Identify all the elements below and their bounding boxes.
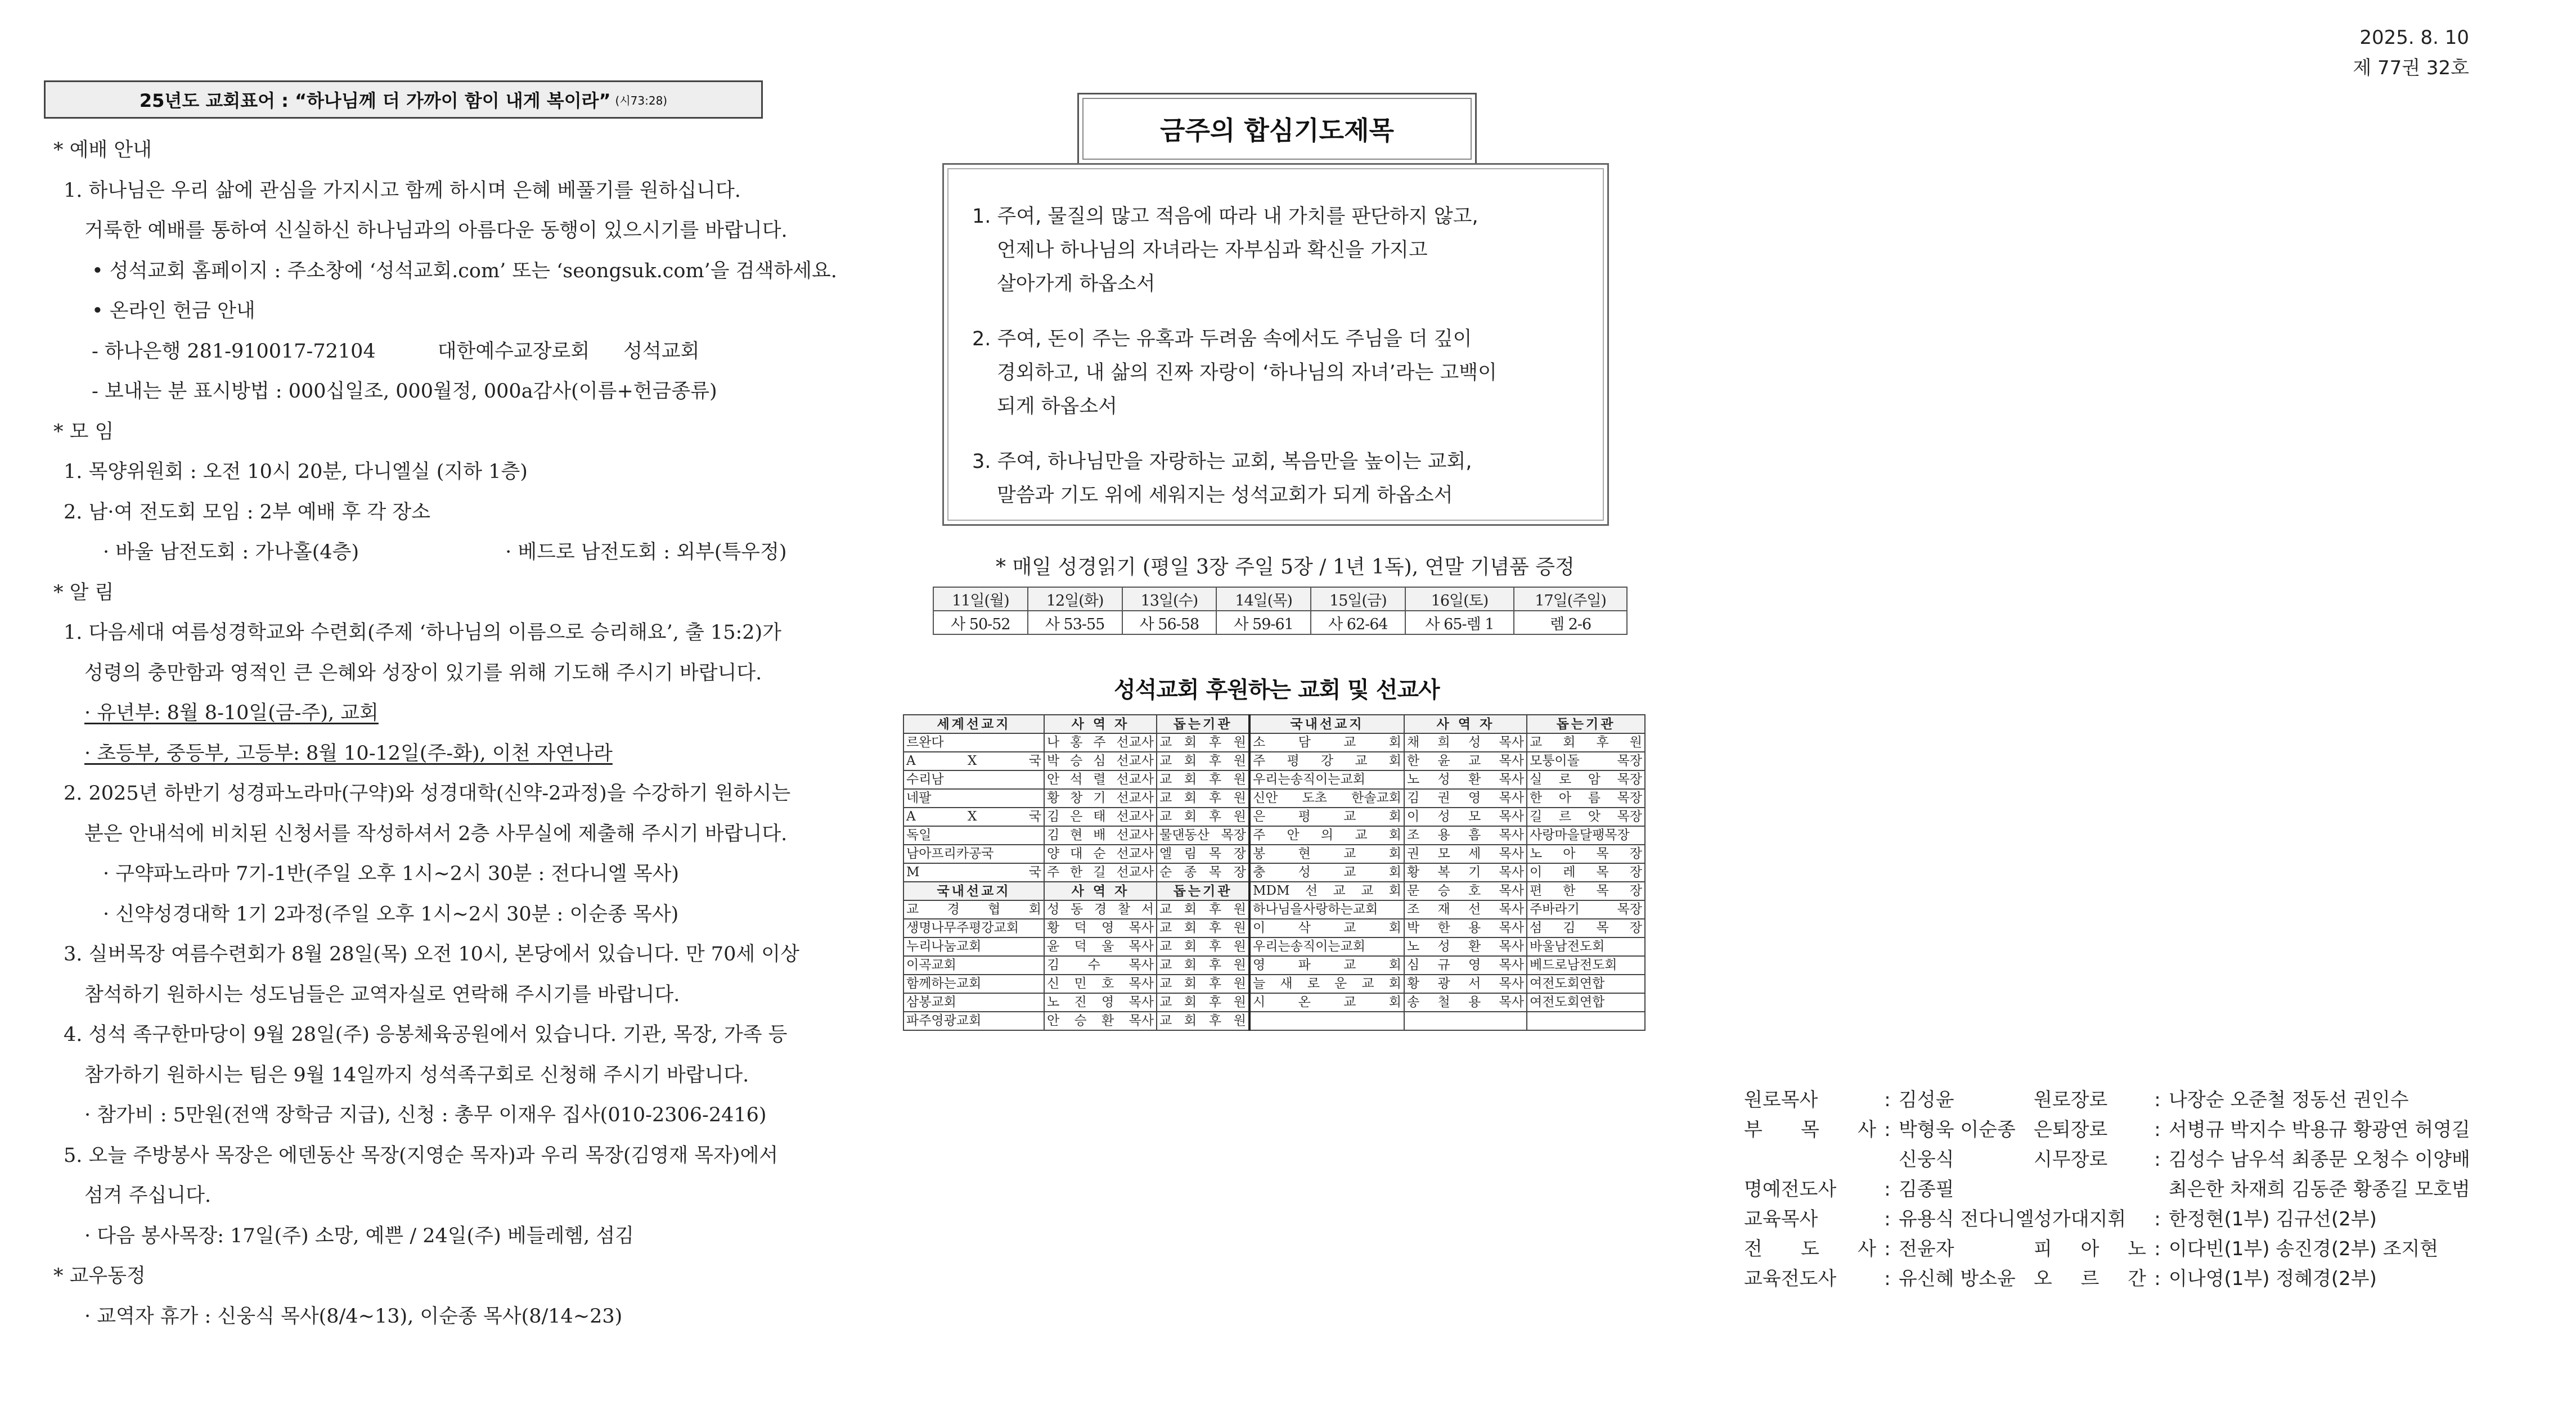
prayer-line: 1. 주여, 물질의 많고 적음에 따라 내 가치를 판단하지 않고, (972, 205, 1478, 228)
domestic-minister: 송 철 용 목사 (1404, 993, 1527, 1012)
issue-info (2353, 22, 2469, 83)
missions-header: 사 역 자 (1044, 715, 1157, 733)
staff-role (2034, 1175, 2146, 1205)
notice-line: 1. 하나님은 우리 삶에 관심을 가지시고 함께 하시며 은혜 베풀기를 원하십니다. (64, 179, 741, 202)
notices-column (53, 130, 837, 1337)
prayer-line: 살아가게 하옵소서 (997, 273, 1156, 295)
staff-role: 피 아 노 (2034, 1238, 2146, 1260)
missions-row (903, 845, 1645, 863)
news-heading: * 알 림 (53, 581, 114, 604)
reading-day: 16일(토) (1405, 587, 1514, 611)
missions-row (903, 752, 1645, 770)
missionary-name: 김 수 목사 (1044, 956, 1157, 975)
bank-account (53, 332, 802, 372)
reading-day: 13일(수) (1122, 587, 1217, 611)
support-group: 교 회 후 원 (1157, 900, 1249, 919)
domestic-field: 신안 도초 한솔교회 (1249, 789, 1404, 808)
domestic-support-group: 사랑마을달팽목장 (1527, 826, 1645, 845)
staff-names: 나장순 오준철 정동선 권인수 (2169, 1089, 2409, 1111)
missions-header: 돕는기관 (1527, 715, 1645, 733)
missionary-name: 나 홍 주 선교사 (1044, 733, 1157, 752)
domestic-minister: 심 규 영 목사 (1404, 956, 1527, 975)
staff-colon: : (1884, 1238, 1891, 1260)
notice-line: 1. 목양위원회 : 오전 10시 20분, 다니엘실 (지하 1층) (64, 461, 528, 483)
mission-field: 삼봉교회 (903, 993, 1044, 1012)
staff-row (2034, 1175, 2470, 1205)
staff-colon: : (2154, 1089, 2161, 1111)
domestic-support-group: 편 한 목 장 (1527, 882, 1645, 900)
domestic-field: 충 성 교 회 (1249, 863, 1404, 882)
staff-names: 이나영(1부) 정혜경(2부) (2169, 1268, 2377, 1290)
domestic-minister: 권 모 세 목사 (1404, 845, 1527, 863)
reading-passage: 사 62-64 (1311, 611, 1405, 634)
missions-table (903, 714, 1646, 1031)
reading-day: 11일(월) (933, 587, 1028, 611)
support-group: 교 회 후 원 (1157, 733, 1249, 752)
missionary-name: 안 석 렬 선교사 (1044, 770, 1157, 789)
reading-passage: 사 53-55 (1028, 611, 1122, 634)
notice-line (53, 734, 802, 774)
mission-field: 이곡교회 (903, 956, 1044, 975)
mission-field: A X 국 (903, 808, 1044, 826)
reading-passage: 렘 2-6 (1514, 611, 1627, 634)
staff-names: 박형욱 이순종 (1899, 1119, 2016, 1141)
bible-reading-note: * 매일 성경읽기 (평일 3장 주일 5장 / 1년 1독), 연말 기념품 증정 (996, 556, 1575, 579)
staff-colon: : (1884, 1178, 1891, 1201)
reading-passage: 사 59-61 (1216, 611, 1311, 634)
mission-field: A X 국 (903, 752, 1044, 770)
reading-days-row (933, 587, 1627, 611)
notice-line: · 신약성경대학 1기 2과정(주일 오후 1시~2시 30분 : 이순종 목사) (103, 903, 679, 926)
domestic-field: 우리는송직이는교회 (1249, 937, 1404, 956)
missions-row (903, 733, 1645, 752)
staff-row (2034, 1085, 2470, 1115)
staff-role: 전 도 사 (1744, 1238, 1876, 1260)
notice-line: 참석하기 원하시는 성도님들은 교역자실로 연락해 주시기를 바랍니다. (84, 983, 680, 1006)
bank-holder: 성석교회 (623, 340, 700, 363)
domestic-minister: 황 복 기 목사 (1404, 863, 1527, 882)
missions-row (903, 770, 1645, 789)
missions-row (903, 919, 1645, 937)
motto-reference: (시73:28) (615, 93, 668, 107)
staff-row (1744, 1115, 2034, 1145)
staff-news-heading: * 교우동정 (53, 1265, 146, 1287)
staff-names: 서병규 박지수 박용규 황광연 허영길 (2169, 1119, 2470, 1141)
prayer-line: 3. 주여, 하나님만을 자랑하는 교회, 복음만을 높이는 교회, (972, 450, 1472, 473)
domestic-field: 소 담 교 회 (1249, 733, 1404, 752)
staff-role: 원로목사 (1744, 1089, 1818, 1111)
missions-row (903, 993, 1645, 1012)
staff-row (1744, 1145, 2034, 1175)
missions-header: 국내선교지 (1249, 715, 1404, 733)
missions-header: 사 역 자 (1404, 715, 1527, 733)
domestic-field: 봉 현 교 회 (1249, 845, 1404, 863)
domestic-minister: 노 성 환 목사 (1404, 937, 1527, 956)
notice-line: 분은 안내석에 비치된 신청서를 작성하셔서 2층 사무실에 제출해 주시기 바랍니다. (84, 822, 788, 845)
prayer-item (972, 445, 1607, 512)
prayer-box (942, 163, 1609, 526)
support-group: 교 회 후 원 (1157, 752, 1249, 770)
notice-line: 5. 오늘 주방봉사 목장은 에덴동산 목장(지영순 목자)과 우리 목장(김영재 목자)에서 (64, 1144, 779, 1167)
staff-names: 이다빈(1부) 송진경(2부) 조지현 (2169, 1238, 2439, 1260)
reading-passage: 사 56-58 (1122, 611, 1217, 634)
staff-colon: : (2154, 1238, 2161, 1260)
offering-heading: • 온라인 헌금 안내 (92, 300, 255, 322)
staff-colon: : (2154, 1119, 2161, 1141)
mission-field: 독일 (903, 826, 1044, 845)
staff-colon: : (1884, 1268, 1891, 1290)
staff-row (1744, 1085, 2034, 1115)
missionary-name: 김 현 배 선교사 (1044, 826, 1157, 845)
domestic-minister: 조 용 흠 목사 (1404, 826, 1527, 845)
domestic-field: 영 파 교 회 (1249, 956, 1404, 975)
domestic-minister: 문 승 호 목사 (1404, 882, 1527, 900)
missionary-name: 양 대 순 선교사 (1044, 845, 1157, 863)
staff-role (1744, 1145, 1876, 1175)
missions-header-row (903, 715, 1645, 733)
missionary-name: 황 창 기 선교사 (1044, 789, 1157, 808)
meeting-groups (53, 533, 802, 573)
notice-line: · 교역자 휴가 : 신웅식 목사(8/4~13), 이순종 목사(8/14~23) (84, 1305, 623, 1328)
reading-day: 14일(목) (1216, 587, 1311, 611)
domestic-support-group: 바울남전도회 (1527, 937, 1645, 956)
missions-row (903, 1012, 1645, 1030)
domestic-field: 시 온 교 회 (1249, 993, 1404, 1012)
domestic-field: 하나님을사랑하는교회 (1249, 900, 1404, 919)
domestic-support-group: 베드로남전도회 (1527, 956, 1645, 975)
domestic-support-group (1527, 1012, 1645, 1030)
missions-header: 세계선교지 (903, 715, 1044, 733)
staff-names: 김성윤 (1899, 1089, 1954, 1111)
domestic-minister: 노 성 환 목사 (1404, 770, 1527, 789)
staff-role: 명예전도사 (1744, 1178, 1837, 1201)
missions-title: 성석교회 후원하는 교회 및 선교사 (1114, 677, 1440, 703)
prayer-title-text: 금주의 합심기도제목 (1160, 115, 1394, 146)
staff-row (1744, 1234, 2034, 1264)
meeting-heading: * 모 임 (53, 420, 114, 443)
domestic-field: 주 안 의 교 회 (1249, 826, 1404, 845)
meeting-group: · 바울 남전도회 : 가나홀(4층) (103, 541, 359, 564)
missions-row (903, 863, 1645, 882)
schedule-underlined: · 초등부, 중등부, 고등부: 8월 10-12일(주-화), 이천 자연나라 (84, 742, 613, 765)
domestic-field: MDM 선 교 교 회 (1249, 882, 1404, 900)
staff-role: 오 르 간 (2034, 1268, 2146, 1290)
staff-colon: : (2154, 1268, 2161, 1290)
domestic-minister: 이 성 모 목사 (1404, 808, 1527, 826)
staff-names: 최은한 차재희 김동준 황종길 모호범 (2169, 1178, 2470, 1201)
missions-row (903, 808, 1645, 826)
notice-line: · 다음 봉사목장: 17일(주) 소망, 예쁜 / 24일(주) 베들레헴, 섬김 (84, 1224, 634, 1247)
support-group: 순 종 목 장 (1157, 863, 1249, 882)
prayer-line: 경외하고, 내 삶의 진짜 자랑이 ‘하나님의 자녀’라는 고백이 (997, 362, 1497, 384)
staff-names: 유신혜 방소윤 (1899, 1268, 2016, 1290)
domestic-field: 은 평 교 회 (1249, 808, 1404, 826)
staff-row (2034, 1264, 2470, 1294)
staff-list-right (2034, 1085, 2470, 1294)
notice-line: · 참가비 : 5만원(전액 장학금 지급), 신청 : 총무 이재우 집사(010-2306-2416) (84, 1104, 767, 1126)
staff-names: 김성수 남우석 최종문 오청수 이양배 (2169, 1148, 2470, 1171)
domestic-minister: 한 윤 교 목사 (1404, 752, 1527, 770)
support-group: 물댄동산 목장 (1157, 826, 1249, 845)
support-group: 엘 림 목 장 (1157, 845, 1249, 863)
staff-row (2034, 1234, 2470, 1264)
reading-day: 15일(금) (1311, 587, 1405, 611)
support-group: 교 회 후 원 (1157, 919, 1249, 937)
missions-row (903, 937, 1645, 956)
domestic-minister: 조 재 선 목사 (1404, 900, 1527, 919)
issue-volume: 제 77권 32호 (2353, 57, 2469, 79)
missions-header: 돕는기관 (1157, 715, 1249, 733)
notice-line: 섬겨 주십니다. (84, 1184, 212, 1207)
prayer-line: 2. 주여, 돈이 주는 유혹과 두려움 속에서도 주님을 더 깊이 (972, 328, 1472, 350)
support-group: 교 회 후 원 (1157, 770, 1249, 789)
schedule-underlined: · 유년부: 8월 8-10일(금-주), 교회 (84, 702, 379, 724)
domestic-support-group: 이 레 목 장 (1527, 863, 1645, 882)
church-motto (44, 80, 763, 119)
domestic-support-group: 여전도회연합 (1527, 993, 1645, 1012)
mission-field: 파주영광교회 (903, 1012, 1044, 1030)
domestic-support-group: 모퉁이돌 목장 (1527, 752, 1645, 770)
domestic-field: 늘 새 로 운 교 회 (1249, 975, 1404, 993)
mission-field: 교 경 협 회 (903, 900, 1044, 919)
domestic-support-group: 실 로 암 목장 (1527, 770, 1645, 789)
notice-line: 참가하기 원하시는 팀은 9월 14일까지 성석족구회로 신청해 주시기 바랍니다. (84, 1063, 749, 1087)
mission-field: 누리나눔교회 (903, 937, 1044, 956)
support-group: 교 회 후 원 (1157, 808, 1249, 826)
mission-field: 생명나무주평강교회 (903, 919, 1044, 937)
notice-line: 3. 실버목장 여름수련회가 8월 28일(목) 오전 10시, 본당에서 있습니다. 만 70세 이상 (64, 943, 799, 966)
mission-field: 르완다 (903, 733, 1044, 752)
missionary-name: 성 동 경 찰 서 (1044, 900, 1157, 919)
missions-row (903, 956, 1645, 975)
staff-role: 교육목사 (1744, 1208, 1818, 1230)
worship-heading: * 예배 안내 (53, 139, 152, 161)
staff-row (1744, 1264, 2034, 1294)
notice-line: 4. 성석 족구한마당이 9월 28일(주) 응봉체육공원에서 있습니다. 기관, 목장, 가족 등 (64, 1024, 788, 1046)
support-group: 교 회 후 원 (1157, 1012, 1249, 1030)
reading-day: 17일(주일) (1514, 587, 1627, 611)
staff-role: 교육전도사 (1744, 1268, 1837, 1290)
notice-line: 거룩한 예배를 통하여 신실하신 하나님과의 아름다운 동행이 있으시기를 바랍니다. (84, 219, 788, 242)
mission-field: 남아프리카공국 (903, 845, 1044, 863)
missions-row (903, 882, 1645, 900)
staff-role: 원로장로 (2034, 1089, 2108, 1111)
domestic-field: 우리는송직이는교회 (1249, 770, 1404, 789)
missionary-name: 신 민 호 목사 (1044, 975, 1157, 993)
domestic-support-group: 한 아 름 목장 (1527, 789, 1645, 808)
notice-line: 1. 다음세대 여름성경학교와 수련회(주제 ‘하나님의 이름으로 승리해요’, 출 15:2)가 (64, 621, 781, 644)
staff-names: 김종필 (1899, 1178, 1954, 1201)
missionary-name: 주 한 길 선교사 (1044, 863, 1157, 882)
domestic-field: 이 삭 교 회 (1249, 919, 1404, 937)
missions-subheader: 돕는기관 (1157, 882, 1249, 900)
mission-field: 수리남 (903, 770, 1044, 789)
staff-role: 시무장로 (2034, 1148, 2108, 1171)
prayer-line: 되게 하옵소서 (997, 395, 1117, 418)
domestic-minister (1404, 1012, 1527, 1030)
mission-field: 네팔 (903, 789, 1044, 808)
issue-date: 2025. 8. 10 (2359, 26, 2469, 49)
prayer-item (972, 200, 1607, 301)
support-group: 교 회 후 원 (1157, 937, 1249, 956)
domestic-support-group: 섬 김 목 장 (1527, 919, 1645, 937)
staff-names: 유용식 전다니엘 (1899, 1208, 2034, 1230)
staff-names: 신웅식 (1899, 1148, 1954, 1171)
domestic-field (1249, 1012, 1404, 1030)
staff-row (1744, 1175, 2034, 1205)
missions-row (903, 900, 1645, 919)
missionary-name: 박 승 심 선교사 (1044, 752, 1157, 770)
staff-names: 한정현(1부) 김규선(2부) (2169, 1208, 2377, 1230)
domestic-field: 주 평 강 교 회 (1249, 752, 1404, 770)
meeting-group: · 베드로 남전도회 : 외부(특우정) (505, 541, 787, 564)
bank-org: 대한예수교장로회 (437, 340, 590, 363)
staff-role: 부 목 사 (1744, 1119, 1876, 1141)
missions-row (903, 826, 1645, 845)
bible-reading-table (933, 587, 1628, 635)
domestic-support-group: 노 아 목 장 (1527, 845, 1645, 863)
prayer-line: 말씀과 기도 위에 세워지는 성석교회가 되게 하옵소서 (997, 484, 1453, 507)
support-group: 교 회 후 원 (1157, 975, 1249, 993)
reading-passages-row (933, 611, 1627, 634)
domestic-minister: 박 한 용 목사 (1404, 919, 1527, 937)
staff-colon: : (1884, 1208, 1891, 1230)
motto-text: 25년도 교회표어 : “하나님께 더 가까이 함이 내게 복이라” (139, 90, 611, 111)
staff-colon: : (2154, 1148, 2161, 1171)
reading-passage: 사 65-렘 1 (1405, 611, 1514, 634)
staff-colon (2146, 1175, 2169, 1205)
staff-names: 전윤자 (1899, 1238, 1954, 1260)
prayer-line: 언제나 하나님의 자녀라는 자부심과 확신을 가지고 (997, 239, 1428, 262)
domestic-support-group: 교 회 후 원 (1527, 733, 1645, 752)
staff-role: 은퇴장로 (2034, 1119, 2108, 1141)
missions-subheader: 국내선교지 (903, 882, 1044, 900)
staff-colon: : (2154, 1208, 2161, 1230)
domestic-support-group: 길 르 앗 목장 (1527, 808, 1645, 826)
homepage-notice: • 성석교회 홈페이지 : 주소창에 ‘성석교회.com’ 또는 ‘seongsuk.com’을 검색하세요. (92, 259, 837, 282)
support-group: 교 회 후 원 (1157, 993, 1249, 1012)
staff-colon: : (1884, 1089, 1891, 1111)
notice-line: 2. 2025년 하반기 성경파노라마(구약)와 성경대학(신약-2과정)을 수강하기 원하시는 (64, 782, 791, 805)
domestic-minister: 황 광 서 목사 (1404, 975, 1527, 993)
reading-passage: 사 50-52 (933, 611, 1028, 634)
support-group: 교 회 후 원 (1157, 789, 1249, 808)
domestic-minister: 채 희 성 목사 (1404, 733, 1527, 752)
missionary-name: 김 은 태 선교사 (1044, 808, 1157, 826)
reading-day: 12일(화) (1028, 587, 1122, 611)
bank-number: - 하나은행 281-910017-72104 (92, 340, 376, 363)
missionary-name: 윤 덕 울 목사 (1044, 937, 1157, 956)
notice-line: 2. 남·여 전도회 모임 : 2부 예배 후 각 장소 (64, 501, 431, 524)
missionary-name: 황 덕 영 목사 (1044, 919, 1157, 937)
missionary-name: 노 진 영 목사 (1044, 993, 1157, 1012)
notice-line (53, 693, 802, 734)
staff-role: 성가대지휘 (2034, 1208, 2127, 1230)
missionary-name: 안 승 환 목사 (1044, 1012, 1157, 1030)
missions-subheader: 사 역 자 (1044, 882, 1157, 900)
staff-colon (1876, 1145, 1899, 1175)
notice-line: · 구약파노라마 7기-1반(주일 오후 1시~2시 30분 : 전다니엘 목사) (103, 863, 680, 885)
missions-row (903, 975, 1645, 993)
staff-row (2034, 1145, 2470, 1175)
support-group: 교 회 후 원 (1157, 956, 1249, 975)
notice-line: - 보내는 분 표시방법 : 000십일조, 000월정, 000a감사(이름+헌금종류) (92, 380, 717, 403)
staff-row (1744, 1205, 2034, 1234)
domestic-support-group: 여전도회연합 (1527, 975, 1645, 993)
missions-row (903, 789, 1645, 808)
notice-line: 성령의 충만함과 영적인 큰 은혜와 성장이 있기를 위해 기도해 주시기 바랍니다. (84, 661, 762, 684)
staff-row (2034, 1115, 2470, 1145)
mission-field: 함께하는교회 (903, 975, 1044, 993)
staff-list-left (1744, 1085, 2034, 1294)
domestic-support-group: 주바라기 목장 (1527, 900, 1645, 919)
mission-field: M 국 (903, 863, 1044, 882)
domestic-minister: 김 권 영 목사 (1404, 789, 1527, 808)
staff-colon: : (1884, 1119, 1891, 1141)
prayer-title (1077, 93, 1477, 165)
staff-row (2034, 1205, 2470, 1234)
prayer-item (972, 322, 1607, 423)
